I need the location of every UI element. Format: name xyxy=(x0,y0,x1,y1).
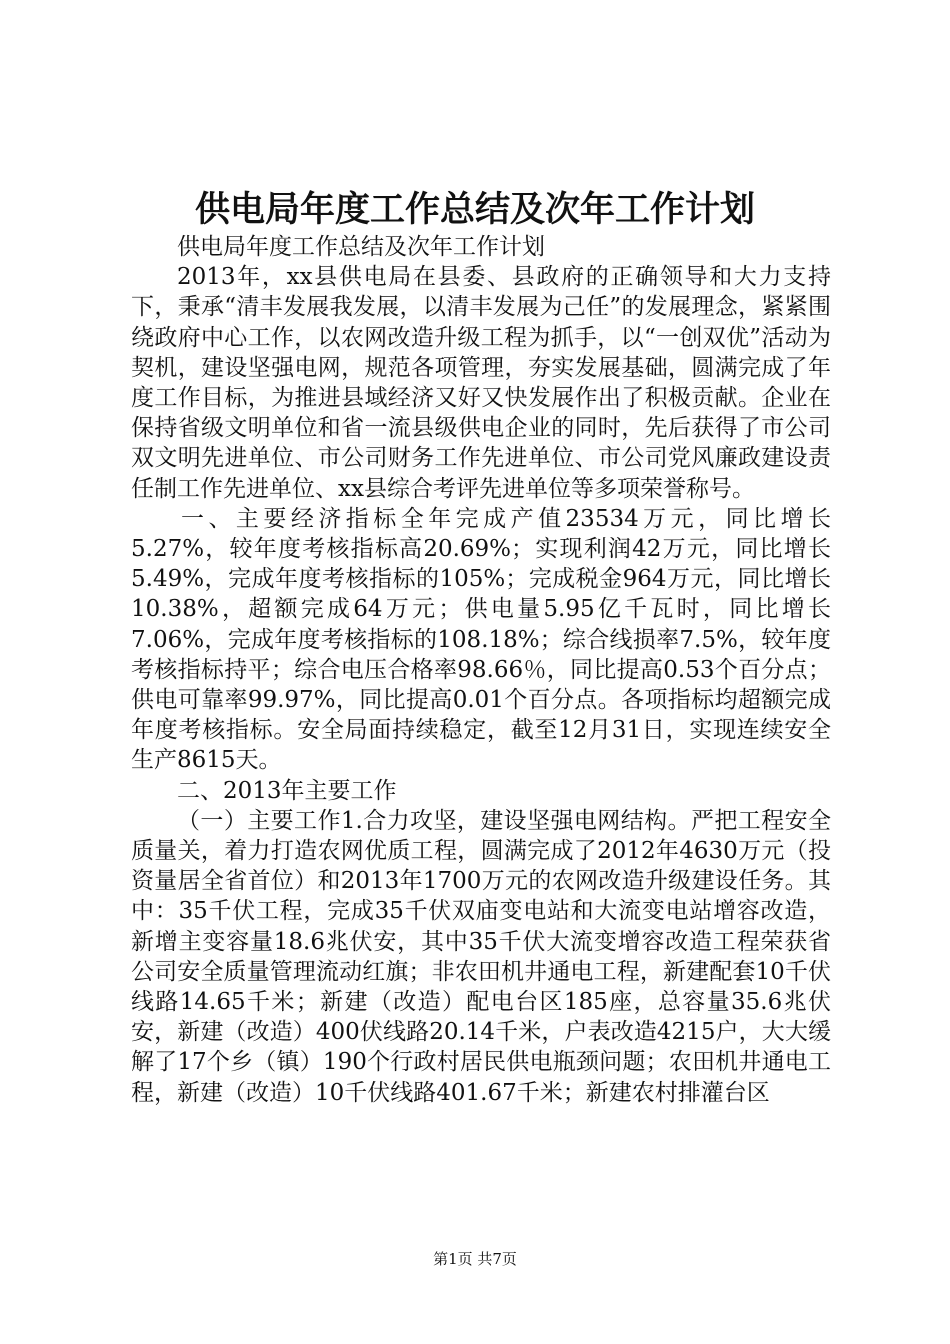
section-heading: 二、2013年主要工作 xyxy=(177,777,397,804)
document-body xyxy=(131,232,831,1108)
subtitle-paragraph: 供电局年度工作总结及次年工作计划 xyxy=(177,234,545,260)
economic-indicators-paragraph: 一、主要经济指标全年完成产值23534万元，同比增长5.27%，较年度考核指标高20.69%；实现利润42万元，同比增长5.49%，完成年度考核指标的105%；完成税金964万元，同比增长10.38%，超额完成64万元；供电量5.95亿千瓦时，同比增长7.06%，完成年度考核指标的108.18%；综合线损率7.5%，较年度考核指标持平；综合电压合格率98.66％，同比提高0.53个百分点；供电可靠率99.97%，同比提高0.01个百分点。各项指标均超额完成年度考核指标。安全局面持续稳定，截至12月31日，实现连续安全生产8615天。 xyxy=(131,505,831,774)
main-work-paragraph: （一）主要工作1.合力攻坚，建设坚强电网结构。严把工程安全质量关，着力打造农网优质工程，圆满完成了2012年4630万元（投资量居全省首位）和2013年1700万元的农网改造升级建设任务。其中：35千伏工程，完成35千伏双庙变电站和大流变电站增容改造，新增主变容量18.6兆伏安，其中35千伏大流变增容改造工程荣获省公司安全质量管理流动红旗；非农田机井通电工程，新建配套10千伏线路14.65千米；新建（改造）配电台区185座，总容量35.6兆伏安，新建（改造）400伏线路20.14千米，户表改造4215户，大大缓解了17个乡（镇）190个行政村居民供电瓶颈问题；农田机井通电工程，新建（改造）10千伏线路401.67千米；新建农村排灌台区 xyxy=(131,807,831,1106)
document-title: 供电局年度工作总结及次年工作计划 xyxy=(194,189,755,230)
intro-paragraph: 2013年，xx县供电局在县委、县政府的正确领导和大力支持下，秉承“清丰发展我发展，以清丰发展为己任”的发展理念，紧紧围绕政府中心工作，以农网改造升级工程为抓手，以“一创双优”活动为契机，建设坚强电网，规范各项管理，夯实发展基础，圆满完成了年度工作目标，为推进县域经济又好又快发展作出了积极贡献。企业在保持省级文明单位和省一流县级供电企业的同时，先后获得了市公司双文明先进单位、市公司财务工作先进单位、市公司党风廉政建设责任制工作先进单位、xx县综合考评先进单位等多项荣誉称号。 xyxy=(131,264,831,502)
page-footer: 第1页 共7页 xyxy=(433,1250,517,1268)
